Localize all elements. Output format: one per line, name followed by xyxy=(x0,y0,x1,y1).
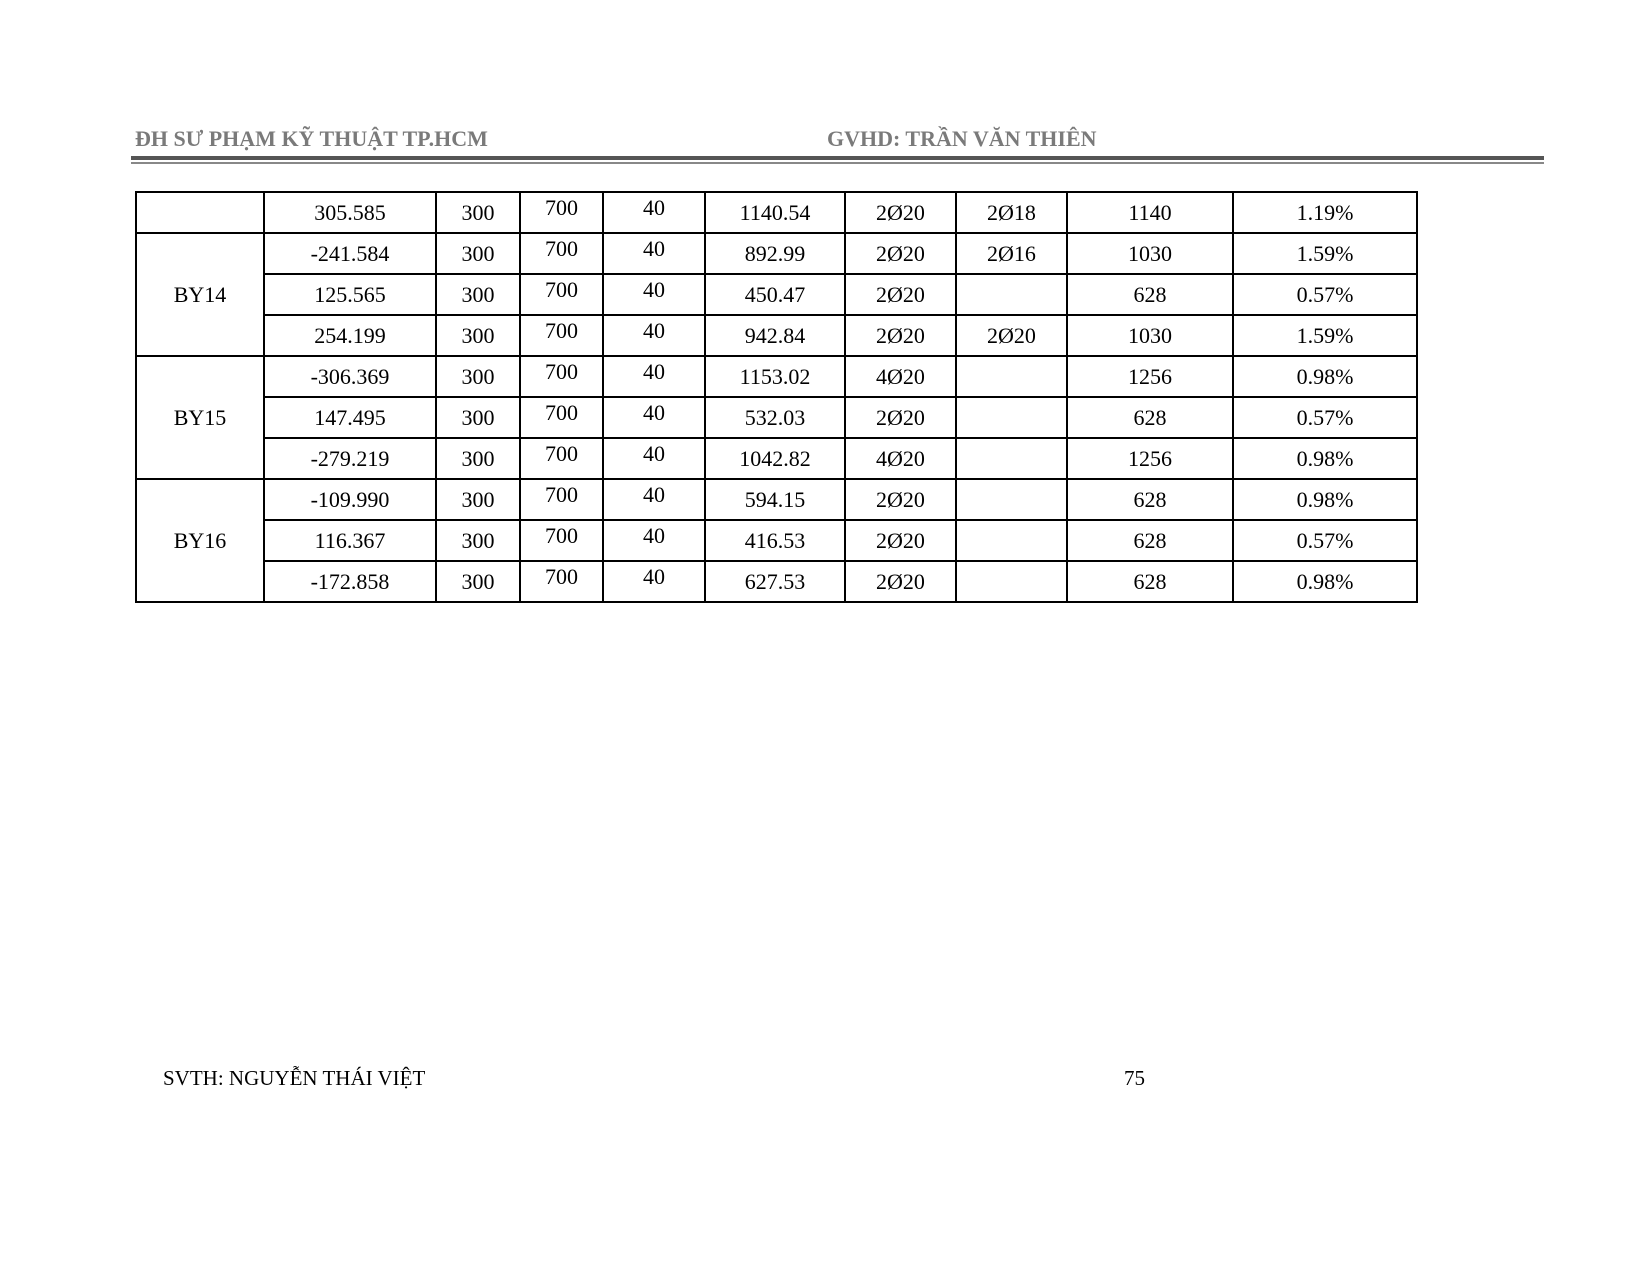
main-bars-cell: 2Ø20 xyxy=(845,520,956,561)
required-area-cell: 416.53 xyxy=(705,520,845,561)
main-bars-cell: 2Ø20 xyxy=(845,479,956,520)
table-row xyxy=(136,315,1417,356)
header-rule-thin xyxy=(131,162,1544,164)
extra-bars-cell xyxy=(956,479,1067,520)
header-rule xyxy=(131,156,1544,160)
extra-bars-cell xyxy=(956,356,1067,397)
table-row xyxy=(136,520,1417,561)
provided-area-cell: 1030 xyxy=(1067,233,1233,274)
cover-a-cell: 40 xyxy=(603,356,705,397)
extra-bars-cell xyxy=(956,274,1067,315)
beam-label-cell: BY16 xyxy=(136,479,264,602)
beam-label-cell: BY15 xyxy=(136,356,264,479)
height-h-cell: 700 xyxy=(520,356,603,397)
header-school-name: ĐH SƯ PHẠM KỸ THUẬT TP.HCM xyxy=(135,126,488,151)
moment-value-cell: -241.584 xyxy=(264,233,436,274)
steel-ratio-cell: 0.98% xyxy=(1233,438,1417,479)
main-bars-cell: 4Ø20 xyxy=(845,356,956,397)
main-bars-cell: 4Ø20 xyxy=(845,438,956,479)
required-area-cell: 594.15 xyxy=(705,479,845,520)
cover-a-cell: 40 xyxy=(603,192,705,233)
extra-bars-cell xyxy=(956,520,1067,561)
height-h-cell: 700 xyxy=(520,315,603,356)
moment-value-cell: -279.219 xyxy=(264,438,436,479)
required-area-cell: 1140.54 xyxy=(705,192,845,233)
moment-value-cell: -306.369 xyxy=(264,356,436,397)
table-row xyxy=(136,479,1417,520)
width-b-cell: 300 xyxy=(436,192,520,233)
provided-area-cell: 628 xyxy=(1067,397,1233,438)
moment-value-cell: -109.990 xyxy=(264,479,436,520)
required-area-cell: 532.03 xyxy=(705,397,845,438)
main-bars-cell: 2Ø20 xyxy=(845,192,956,233)
steel-ratio-cell: 0.98% xyxy=(1233,356,1417,397)
required-area-cell: 450.47 xyxy=(705,274,845,315)
provided-area-cell: 1256 xyxy=(1067,356,1233,397)
main-bars-cell: 2Ø20 xyxy=(845,233,956,274)
height-h-cell: 700 xyxy=(520,397,603,438)
steel-ratio-cell: 0.57% xyxy=(1233,397,1417,438)
provided-area-cell: 628 xyxy=(1067,520,1233,561)
table-row xyxy=(136,438,1417,479)
required-area-cell: 942.84 xyxy=(705,315,845,356)
required-area-cell: 1153.02 xyxy=(705,356,845,397)
width-b-cell: 300 xyxy=(436,233,520,274)
height-h-cell: 700 xyxy=(520,479,603,520)
provided-area-cell: 1256 xyxy=(1067,438,1233,479)
moment-value-cell: -172.858 xyxy=(264,561,436,602)
provided-area-cell: 628 xyxy=(1067,274,1233,315)
provided-area-cell: 628 xyxy=(1067,479,1233,520)
moment-value-cell: 116.367 xyxy=(264,520,436,561)
required-area-cell: 1042.82 xyxy=(705,438,845,479)
table-row xyxy=(136,561,1417,602)
table-row xyxy=(136,274,1417,315)
width-b-cell: 300 xyxy=(436,315,520,356)
extra-bars-cell: 2Ø20 xyxy=(956,315,1067,356)
cover-a-cell: 40 xyxy=(603,397,705,438)
header-advisor: GVHD: TRẦN VĂN THIÊN xyxy=(827,126,1097,151)
width-b-cell: 300 xyxy=(436,520,520,561)
height-h-cell: 700 xyxy=(520,561,603,602)
extra-bars-cell xyxy=(956,438,1067,479)
cover-a-cell: 40 xyxy=(603,315,705,356)
moment-value-cell: 147.495 xyxy=(264,397,436,438)
height-h-cell: 700 xyxy=(520,274,603,315)
steel-ratio-cell: 1.59% xyxy=(1233,233,1417,274)
cover-a-cell: 40 xyxy=(603,438,705,479)
cover-a-cell: 40 xyxy=(603,274,705,315)
steel-ratio-cell: 0.98% xyxy=(1233,479,1417,520)
table-body xyxy=(136,192,1417,602)
main-bars-cell: 2Ø20 xyxy=(845,274,956,315)
height-h-cell: 700 xyxy=(520,520,603,561)
steel-ratio-cell: 0.57% xyxy=(1233,520,1417,561)
main-bars-cell: 2Ø20 xyxy=(845,561,956,602)
main-bars-cell: 2Ø20 xyxy=(845,397,956,438)
beam-label-cell xyxy=(136,192,264,233)
extra-bars-cell xyxy=(956,397,1067,438)
cover-a-cell: 40 xyxy=(603,561,705,602)
steel-ratio-cell: 0.98% xyxy=(1233,561,1417,602)
beam-label-cell: BY14 xyxy=(136,233,264,356)
width-b-cell: 300 xyxy=(436,438,520,479)
extra-bars-cell: 2Ø16 xyxy=(956,233,1067,274)
required-area-cell: 892.99 xyxy=(705,233,845,274)
provided-area-cell: 628 xyxy=(1067,561,1233,602)
table-row xyxy=(136,233,1417,274)
height-h-cell: 700 xyxy=(520,233,603,274)
width-b-cell: 300 xyxy=(436,397,520,438)
height-h-cell: 700 xyxy=(520,192,603,233)
steel-ratio-cell: 1.19% xyxy=(1233,192,1417,233)
width-b-cell: 300 xyxy=(436,561,520,602)
table-row xyxy=(136,397,1417,438)
extra-bars-cell xyxy=(956,561,1067,602)
cover-a-cell: 40 xyxy=(603,233,705,274)
reinforcement-table xyxy=(135,191,1418,603)
main-bars-cell: 2Ø20 xyxy=(845,315,956,356)
width-b-cell: 300 xyxy=(436,479,520,520)
provided-area-cell: 1140 xyxy=(1067,192,1233,233)
steel-ratio-cell: 0.57% xyxy=(1233,274,1417,315)
cover-a-cell: 40 xyxy=(603,520,705,561)
moment-value-cell: 305.585 xyxy=(264,192,436,233)
table-row xyxy=(136,192,1417,233)
provided-area-cell: 1030 xyxy=(1067,315,1233,356)
width-b-cell: 300 xyxy=(436,356,520,397)
extra-bars-cell: 2Ø18 xyxy=(956,192,1067,233)
required-area-cell: 627.53 xyxy=(705,561,845,602)
height-h-cell: 700 xyxy=(520,438,603,479)
moment-value-cell: 125.565 xyxy=(264,274,436,315)
footer-student: SVTH: NGUYỄN THÁI VIỆT xyxy=(163,1066,426,1090)
steel-ratio-cell: 1.59% xyxy=(1233,315,1417,356)
moment-value-cell: 254.199 xyxy=(264,315,436,356)
width-b-cell: 300 xyxy=(436,274,520,315)
table-row xyxy=(136,356,1417,397)
cover-a-cell: 40 xyxy=(603,479,705,520)
page-number: 75 xyxy=(1124,1066,1145,1090)
